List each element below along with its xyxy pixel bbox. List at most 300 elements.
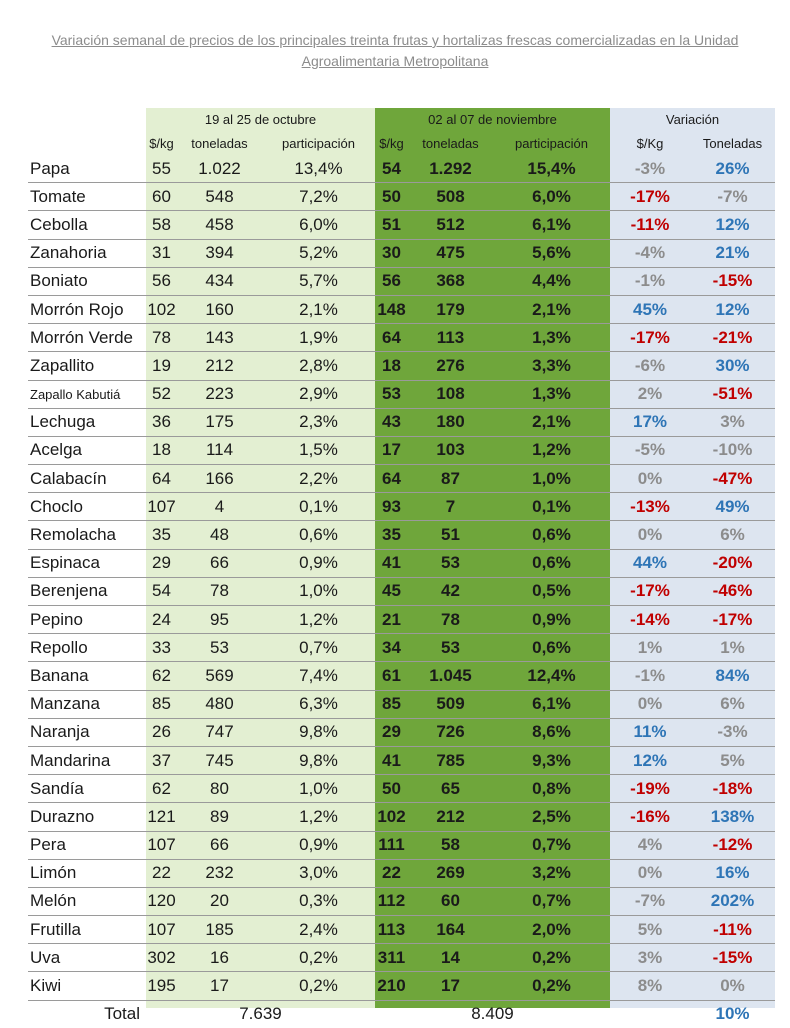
week1-tons: 95 bbox=[177, 606, 262, 634]
variation-price: 44% bbox=[610, 549, 690, 577]
table-row bbox=[28, 634, 775, 662]
variation-price: 17% bbox=[610, 408, 690, 436]
table-row bbox=[28, 493, 775, 521]
week2-share: 6,1% bbox=[493, 690, 610, 718]
variation-tons: 84% bbox=[690, 662, 775, 690]
variation-price: -17% bbox=[610, 324, 690, 352]
product-name: Zanahoria bbox=[28, 239, 146, 267]
week1-share: 0,2% bbox=[262, 972, 375, 1000]
week1-share-header: participación bbox=[282, 135, 355, 151]
header-spacer bbox=[28, 131, 146, 155]
variation-price: 5% bbox=[610, 916, 690, 944]
variation-tons: 21% bbox=[690, 239, 775, 267]
variation-price: -14% bbox=[610, 606, 690, 634]
table-row bbox=[28, 239, 775, 267]
table-row bbox=[28, 324, 775, 352]
table-row bbox=[28, 775, 775, 803]
week1-tons: 548 bbox=[177, 183, 262, 211]
week2-share: 0,1% bbox=[493, 493, 610, 521]
week2-tons: 42 bbox=[408, 577, 493, 605]
week2-share: 0,6% bbox=[493, 549, 610, 577]
variation-tons: -11% bbox=[690, 916, 775, 944]
week2-tons: 368 bbox=[408, 267, 493, 295]
variation-price: -19% bbox=[610, 775, 690, 803]
week2-price: 93 bbox=[375, 493, 408, 521]
product-name: Morrón Verde bbox=[28, 324, 146, 352]
week1-tons: 80 bbox=[177, 775, 262, 803]
week2-tons: 87 bbox=[408, 465, 493, 493]
week2-share-header: participación bbox=[515, 135, 588, 151]
variation-price-header: $/Kg bbox=[636, 135, 664, 151]
week1-price: 107 bbox=[146, 493, 177, 521]
week2-price: 51 bbox=[375, 211, 408, 239]
variation-tons: 49% bbox=[690, 493, 775, 521]
variation-price: -6% bbox=[610, 352, 690, 380]
week2-price: 64 bbox=[375, 324, 408, 352]
week2-tons: 212 bbox=[408, 803, 493, 831]
variation-tons: -20% bbox=[690, 549, 775, 577]
variation-tons: -18% bbox=[690, 775, 775, 803]
week2-share: 1,2% bbox=[493, 436, 610, 464]
table-row bbox=[28, 944, 775, 972]
week2-share: 1,3% bbox=[493, 380, 610, 408]
price-table bbox=[28, 108, 775, 1028]
week1-share: 5,2% bbox=[262, 239, 375, 267]
variation-price: -17% bbox=[610, 183, 690, 211]
week1-price: 52 bbox=[146, 380, 177, 408]
week1-price: 33 bbox=[146, 634, 177, 662]
week2-price: 41 bbox=[375, 746, 408, 774]
variation-price: 1% bbox=[610, 634, 690, 662]
week1-share: 6,0% bbox=[262, 211, 375, 239]
week2-tons: 113 bbox=[408, 324, 493, 352]
week1-tons: 480 bbox=[177, 690, 262, 718]
week1-price: 18 bbox=[146, 436, 177, 464]
week2-share: 3,3% bbox=[493, 352, 610, 380]
week2-tons: 509 bbox=[408, 690, 493, 718]
variation-tons: 3% bbox=[690, 408, 775, 436]
week2-price: 111 bbox=[375, 831, 408, 859]
variation-price: 0% bbox=[610, 465, 690, 493]
week2-share: 2,1% bbox=[493, 408, 610, 436]
week1-share: 0,1% bbox=[262, 493, 375, 521]
week2-price: 56 bbox=[375, 267, 408, 295]
week1-header: 19 al 25 de octubre bbox=[204, 112, 317, 127]
week2-tons: 180 bbox=[408, 408, 493, 436]
week1-tons: 747 bbox=[177, 718, 262, 746]
week1-share: 0,2% bbox=[262, 944, 375, 972]
week1-share: 1,2% bbox=[262, 803, 375, 831]
variation-tons: 1% bbox=[690, 634, 775, 662]
week2-tons: 51 bbox=[408, 521, 493, 549]
week2-share: 4,4% bbox=[493, 267, 610, 295]
week2-price: 112 bbox=[375, 887, 408, 915]
week2-tons: 164 bbox=[408, 916, 493, 944]
week2-share: 0,7% bbox=[493, 887, 610, 915]
variation-tons: -10% bbox=[690, 436, 775, 464]
week2-share: 0,9% bbox=[493, 606, 610, 634]
product-name: Melón bbox=[28, 887, 146, 915]
week1-price: 102 bbox=[146, 295, 177, 323]
header-group-row bbox=[28, 108, 775, 131]
week2-share: 0,2% bbox=[493, 944, 610, 972]
variation-price: -4% bbox=[610, 239, 690, 267]
week2-price: 54 bbox=[375, 155, 408, 183]
product-name: Limón bbox=[28, 859, 146, 887]
week2-price: 43 bbox=[375, 408, 408, 436]
week2-price: 29 bbox=[375, 718, 408, 746]
variation-tons-header: Toneladas bbox=[702, 135, 763, 151]
week1-tons: 53 bbox=[177, 634, 262, 662]
week1-tons: 745 bbox=[177, 746, 262, 774]
product-name: Calabacín bbox=[28, 465, 146, 493]
product-name: Cebolla bbox=[28, 211, 146, 239]
table-row bbox=[28, 916, 775, 944]
week2-share: 9,3% bbox=[493, 746, 610, 774]
week1-share: 2,2% bbox=[262, 465, 375, 493]
week2-share: 0,2% bbox=[493, 972, 610, 1000]
week1-share: 2,3% bbox=[262, 408, 375, 436]
week1-share: 2,1% bbox=[262, 295, 375, 323]
week1-price: 64 bbox=[146, 465, 177, 493]
week2-tons: 108 bbox=[408, 380, 493, 408]
week2-share: 15,4% bbox=[493, 155, 610, 183]
week1-price: 26 bbox=[146, 718, 177, 746]
week2-tons: 7 bbox=[408, 493, 493, 521]
week2-tons: 785 bbox=[408, 746, 493, 774]
week2-price: 45 bbox=[375, 577, 408, 605]
week1-tons: 166 bbox=[177, 465, 262, 493]
week1-tons: 66 bbox=[177, 549, 262, 577]
week2-tons: 512 bbox=[408, 211, 493, 239]
week1-share: 6,3% bbox=[262, 690, 375, 718]
table-row bbox=[28, 352, 775, 380]
week1-share: 0,3% bbox=[262, 887, 375, 915]
total-label: Total bbox=[104, 1004, 140, 1024]
product-name: Uva bbox=[28, 944, 146, 972]
week2-share: 0,5% bbox=[493, 577, 610, 605]
product-name: Boniato bbox=[28, 267, 146, 295]
variation-price: -17% bbox=[610, 577, 690, 605]
variation-tons: -51% bbox=[690, 380, 775, 408]
week1-tons: 185 bbox=[177, 916, 262, 944]
week1-tons: 48 bbox=[177, 521, 262, 549]
week1-share: 1,5% bbox=[262, 436, 375, 464]
product-name: Naranja bbox=[28, 718, 146, 746]
week1-tons: 4 bbox=[177, 493, 262, 521]
total-week2-tons: 8.409 bbox=[471, 1004, 514, 1024]
product-name: Pepino bbox=[28, 606, 146, 634]
product-name: Choclo bbox=[28, 493, 146, 521]
variation-tons: -47% bbox=[690, 465, 775, 493]
week2-share: 8,6% bbox=[493, 718, 610, 746]
week2-price: 17 bbox=[375, 436, 408, 464]
week1-share: 9,8% bbox=[262, 718, 375, 746]
variation-price: 45% bbox=[610, 295, 690, 323]
week1-price: 107 bbox=[146, 831, 177, 859]
week1-price: 54 bbox=[146, 577, 177, 605]
variation-price: -5% bbox=[610, 436, 690, 464]
week2-tons: 276 bbox=[408, 352, 493, 380]
week1-tons: 223 bbox=[177, 380, 262, 408]
week2-tons: 475 bbox=[408, 239, 493, 267]
product-name: Zapallo Kabutiá bbox=[28, 380, 146, 408]
week1-tons: 569 bbox=[177, 662, 262, 690]
table-row bbox=[28, 183, 775, 211]
variation-tons: 6% bbox=[690, 690, 775, 718]
week1-tons: 16 bbox=[177, 944, 262, 972]
table-row bbox=[28, 690, 775, 718]
week2-price: 41 bbox=[375, 549, 408, 577]
week1-tons: 232 bbox=[177, 859, 262, 887]
week2-tons: 65 bbox=[408, 775, 493, 803]
table-row bbox=[28, 267, 775, 295]
week2-share: 6,1% bbox=[493, 211, 610, 239]
product-name: Frutilla bbox=[28, 916, 146, 944]
variation-tons: 202% bbox=[690, 887, 775, 915]
week1-price: 121 bbox=[146, 803, 177, 831]
variation-header: Variación bbox=[665, 112, 720, 127]
product-name: Banana bbox=[28, 662, 146, 690]
variation-tons: -3% bbox=[690, 718, 775, 746]
table-row bbox=[28, 408, 775, 436]
week2-share: 2,5% bbox=[493, 803, 610, 831]
week1-share: 0,9% bbox=[262, 831, 375, 859]
week2-price: 61 bbox=[375, 662, 408, 690]
week2-share: 1,3% bbox=[493, 324, 610, 352]
week1-price: 19 bbox=[146, 352, 177, 380]
week1-share: 3,0% bbox=[262, 859, 375, 887]
week1-tons: 212 bbox=[177, 352, 262, 380]
week1-share: 2,8% bbox=[262, 352, 375, 380]
week1-price: 78 bbox=[146, 324, 177, 352]
week1-price: 302 bbox=[146, 944, 177, 972]
week2-price: 64 bbox=[375, 465, 408, 493]
week1-tons-header: toneladas bbox=[191, 135, 248, 151]
total-week1-tons: 7.639 bbox=[239, 1004, 282, 1024]
week2-tons: 17 bbox=[408, 972, 493, 1000]
week1-share: 2,4% bbox=[262, 916, 375, 944]
variation-tons: -46% bbox=[690, 577, 775, 605]
week2-tons: 14 bbox=[408, 944, 493, 972]
week2-price: 22 bbox=[375, 859, 408, 887]
variation-price: 0% bbox=[610, 859, 690, 887]
week2-tons: 1.045 bbox=[408, 662, 493, 690]
week1-tons: 17 bbox=[177, 972, 262, 1000]
week2-price: 21 bbox=[375, 606, 408, 634]
week1-share: 7,2% bbox=[262, 183, 375, 211]
week2-share: 12,4% bbox=[493, 662, 610, 690]
variation-price: -16% bbox=[610, 803, 690, 831]
product-name: Mandarina bbox=[28, 746, 146, 774]
week2-price: 30 bbox=[375, 239, 408, 267]
week1-share: 0,6% bbox=[262, 521, 375, 549]
variation-price: 2% bbox=[610, 380, 690, 408]
variation-tons: 138% bbox=[690, 803, 775, 831]
week1-share: 2,9% bbox=[262, 380, 375, 408]
week1-price: 29 bbox=[146, 549, 177, 577]
week1-tons: 20 bbox=[177, 887, 262, 915]
table-row bbox=[28, 972, 775, 1000]
week2-tons: 508 bbox=[408, 183, 493, 211]
week2-share: 2,1% bbox=[493, 295, 610, 323]
variation-tons: -12% bbox=[690, 831, 775, 859]
week2-price: 85 bbox=[375, 690, 408, 718]
week1-price: 60 bbox=[146, 183, 177, 211]
table-row bbox=[28, 718, 775, 746]
variation-tons: -7% bbox=[690, 183, 775, 211]
week1-share: 1,2% bbox=[262, 606, 375, 634]
table-row bbox=[28, 746, 775, 774]
week2-price: 311 bbox=[375, 944, 408, 972]
week2-tons: 726 bbox=[408, 718, 493, 746]
product-name: Sandía bbox=[28, 775, 146, 803]
week1-price: 55 bbox=[146, 155, 177, 183]
week2-share: 2,0% bbox=[493, 916, 610, 944]
week1-price: 120 bbox=[146, 887, 177, 915]
variation-tons: 26% bbox=[690, 155, 775, 183]
product-name: Morrón Rojo bbox=[28, 295, 146, 323]
variation-price: 12% bbox=[610, 746, 690, 774]
week1-tons: 458 bbox=[177, 211, 262, 239]
total-variation-tons: 10% bbox=[715, 1004, 750, 1024]
variation-price: -3% bbox=[610, 155, 690, 183]
variation-price: 4% bbox=[610, 831, 690, 859]
week1-tons: 78 bbox=[177, 577, 262, 605]
week1-tons: 434 bbox=[177, 267, 262, 295]
week1-tons: 143 bbox=[177, 324, 262, 352]
product-name: Remolacha bbox=[28, 521, 146, 549]
table-row bbox=[28, 887, 775, 915]
header-units-row bbox=[28, 131, 775, 155]
week1-price: 37 bbox=[146, 746, 177, 774]
variation-price: 3% bbox=[610, 944, 690, 972]
table-row bbox=[28, 831, 775, 859]
week2-price: 210 bbox=[375, 972, 408, 1000]
variation-price: -7% bbox=[610, 887, 690, 915]
product-name: Kiwi bbox=[28, 972, 146, 1000]
week2-price: 53 bbox=[375, 380, 408, 408]
table-row bbox=[28, 859, 775, 887]
week1-price: 85 bbox=[146, 690, 177, 718]
variation-tons: 12% bbox=[690, 295, 775, 323]
table-row bbox=[28, 662, 775, 690]
week2-share: 0,6% bbox=[493, 521, 610, 549]
week2-tons: 103 bbox=[408, 436, 493, 464]
variation-tons: -21% bbox=[690, 324, 775, 352]
week2-tons: 58 bbox=[408, 831, 493, 859]
week1-price: 195 bbox=[146, 972, 177, 1000]
week2-tons-header: toneladas bbox=[422, 135, 479, 151]
variation-price: -1% bbox=[610, 267, 690, 295]
table-row bbox=[28, 436, 775, 464]
product-name: Zapallito bbox=[28, 352, 146, 380]
week1-share: 1,0% bbox=[262, 577, 375, 605]
week2-tons: 1.292 bbox=[408, 155, 493, 183]
variation-price: -11% bbox=[610, 211, 690, 239]
week1-share: 0,7% bbox=[262, 634, 375, 662]
product-name: Tomate bbox=[28, 183, 146, 211]
week2-tons: 53 bbox=[408, 634, 493, 662]
week2-share: 5,6% bbox=[493, 239, 610, 267]
table-row bbox=[28, 549, 775, 577]
variation-price: -1% bbox=[610, 662, 690, 690]
week1-tons: 160 bbox=[177, 295, 262, 323]
week1-price: 58 bbox=[146, 211, 177, 239]
product-name: Durazno bbox=[28, 803, 146, 831]
week2-tons: 179 bbox=[408, 295, 493, 323]
variation-tons: 5% bbox=[690, 746, 775, 774]
week2-price: 113 bbox=[375, 916, 408, 944]
table-row bbox=[28, 155, 775, 183]
table-row bbox=[28, 380, 775, 408]
week1-tons: 89 bbox=[177, 803, 262, 831]
week2-tons: 269 bbox=[408, 859, 493, 887]
week2-share: 0,8% bbox=[493, 775, 610, 803]
variation-tons: 6% bbox=[690, 521, 775, 549]
table-row bbox=[28, 521, 775, 549]
variation-price: 8% bbox=[610, 972, 690, 1000]
week1-price: 36 bbox=[146, 408, 177, 436]
week1-tons: 66 bbox=[177, 831, 262, 859]
week2-price: 18 bbox=[375, 352, 408, 380]
product-name: Espinaca bbox=[28, 549, 146, 577]
product-name: Pera bbox=[28, 831, 146, 859]
week1-price: 56 bbox=[146, 267, 177, 295]
week1-share: 13,4% bbox=[262, 155, 375, 183]
week1-tons: 114 bbox=[177, 436, 262, 464]
product-name: Papa bbox=[28, 155, 146, 183]
week2-price: 50 bbox=[375, 183, 408, 211]
week1-share: 1,0% bbox=[262, 775, 375, 803]
week1-share: 5,7% bbox=[262, 267, 375, 295]
week2-share: 0,6% bbox=[493, 634, 610, 662]
variation-tons: 16% bbox=[690, 859, 775, 887]
week1-share: 0,9% bbox=[262, 549, 375, 577]
week1-tons: 175 bbox=[177, 408, 262, 436]
week1-share: 1,9% bbox=[262, 324, 375, 352]
table-row bbox=[28, 295, 775, 323]
week2-tons: 60 bbox=[408, 887, 493, 915]
week2-tons: 78 bbox=[408, 606, 493, 634]
product-name: Manzana bbox=[28, 690, 146, 718]
week2-header: 02 al 07 de noviembre bbox=[428, 112, 557, 127]
week2-price: 34 bbox=[375, 634, 408, 662]
week1-price: 107 bbox=[146, 916, 177, 944]
variation-tons: -17% bbox=[690, 606, 775, 634]
table-row bbox=[28, 803, 775, 831]
week2-price: 148 bbox=[375, 295, 408, 323]
variation-tons: 30% bbox=[690, 352, 775, 380]
header-spacer bbox=[28, 108, 146, 131]
week2-tons: 53 bbox=[408, 549, 493, 577]
table-row bbox=[28, 211, 775, 239]
table-row bbox=[28, 577, 775, 605]
table-row bbox=[28, 465, 775, 493]
variation-tons: -15% bbox=[690, 267, 775, 295]
week1-price-header: $/kg bbox=[149, 135, 174, 151]
table-row bbox=[28, 606, 775, 634]
variation-tons: -15% bbox=[690, 944, 775, 972]
product-name: Acelga bbox=[28, 436, 146, 464]
week1-price: 31 bbox=[146, 239, 177, 267]
product-name: Berenjena bbox=[28, 577, 146, 605]
page-title: Variación semanal de precios de los principales treinta frutas y hortalizas frescas comercializadas en la Unidad Agroalimentaria Metropolitana bbox=[51, 32, 739, 69]
variation-price: -13% bbox=[610, 493, 690, 521]
week2-share: 6,0% bbox=[493, 183, 610, 211]
week1-share: 7,4% bbox=[262, 662, 375, 690]
variation-tons: 0% bbox=[690, 972, 775, 1000]
